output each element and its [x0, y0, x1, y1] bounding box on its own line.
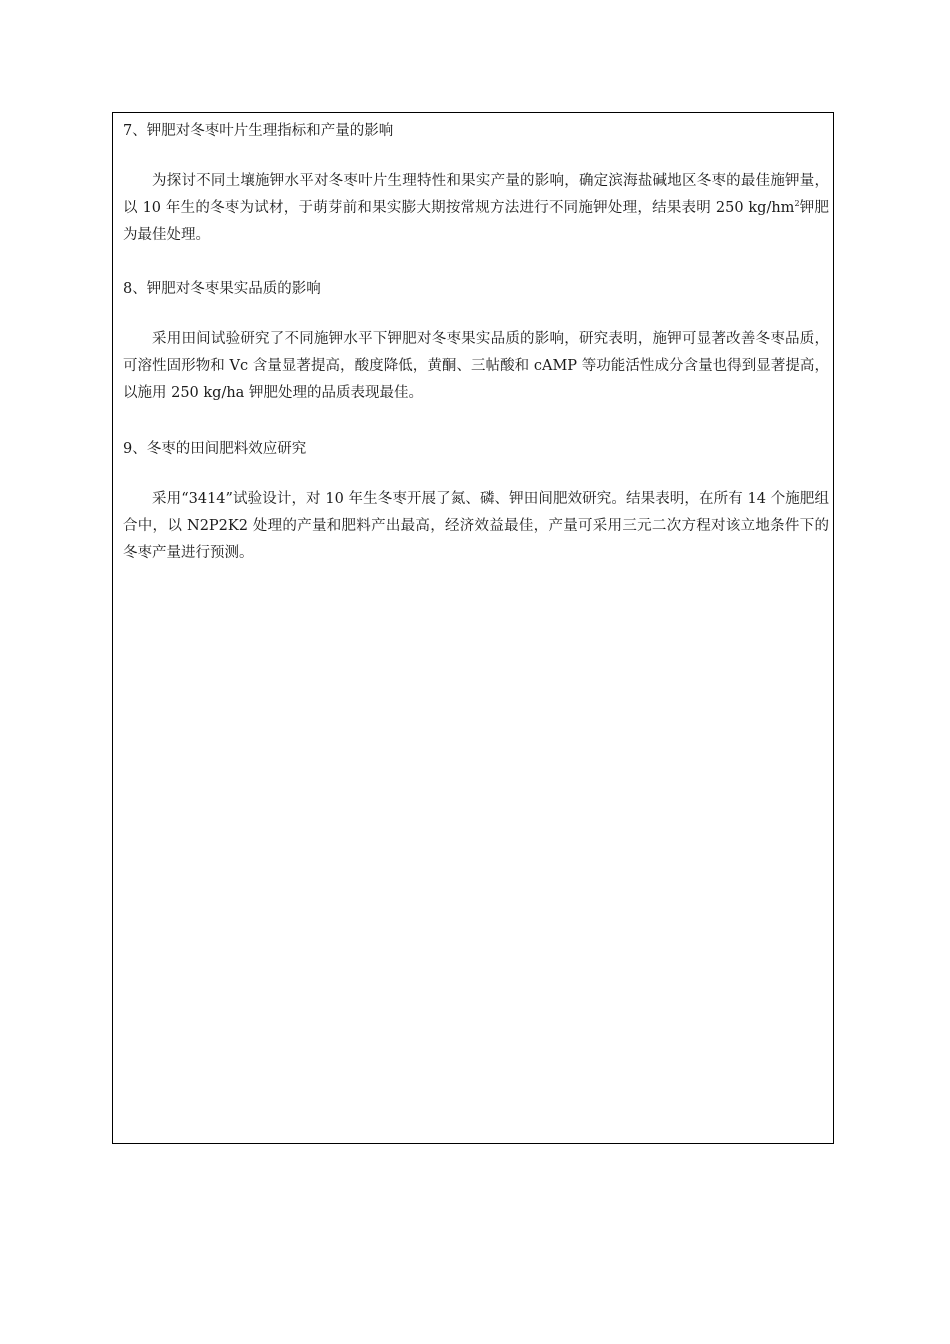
document-frame [112, 112, 834, 1144]
section-9-heading: 9、冬枣的田间肥料效应研究 [123, 441, 307, 457]
section-7-paragraph-text: 为探讨不同土壤施钾水平对冬枣叶片生理特性和果实产量的影响，确定滨海盐碱地区冬枣的最佳施钾量，以 10 年生的冬枣为试材，于萌芽前和果实膨大期按常规方法进行不同施钾处理，结果表明 250 kg/hm [123, 173, 829, 216]
section-7-heading: 7、钾肥对冬枣叶片生理指标和产量的影响 [123, 123, 394, 139]
section-8-paragraph: 采用田间试验研究了不同施钾水平下钾肥对冬枣果实品质的影响，研究表明，施钾可显著改善冬枣品质，可溶性固形物和 Vc 含量显著提高，酸度降低，黄酮、三帖酸和 cAMP 等功能活性成分含量也得到显著提高，以施用 250 kg/ha 钾肥处理的品质表现最佳。 [123, 331, 829, 401]
section-7-paragraph [123, 168, 829, 249]
section-7-paragraph-tail: 钾肥为最佳处理。 [123, 200, 829, 243]
section-8-heading: 8、钾肥对冬枣果实品质的影响 [123, 281, 321, 297]
unit-superscript: 2 [794, 199, 800, 209]
section-9-paragraph: 采用“3414”试验设计，对 10 年生冬枣开展了氮、磷、钾田间肥效研究。结果表明，在所有 14 个施肥组合中，以 N2P2K2 处理的产量和肥料产出最高，经济效益最佳，产量可采用三元二次方程对该立地条件下的冬枣产量进行预测。 [123, 491, 829, 561]
